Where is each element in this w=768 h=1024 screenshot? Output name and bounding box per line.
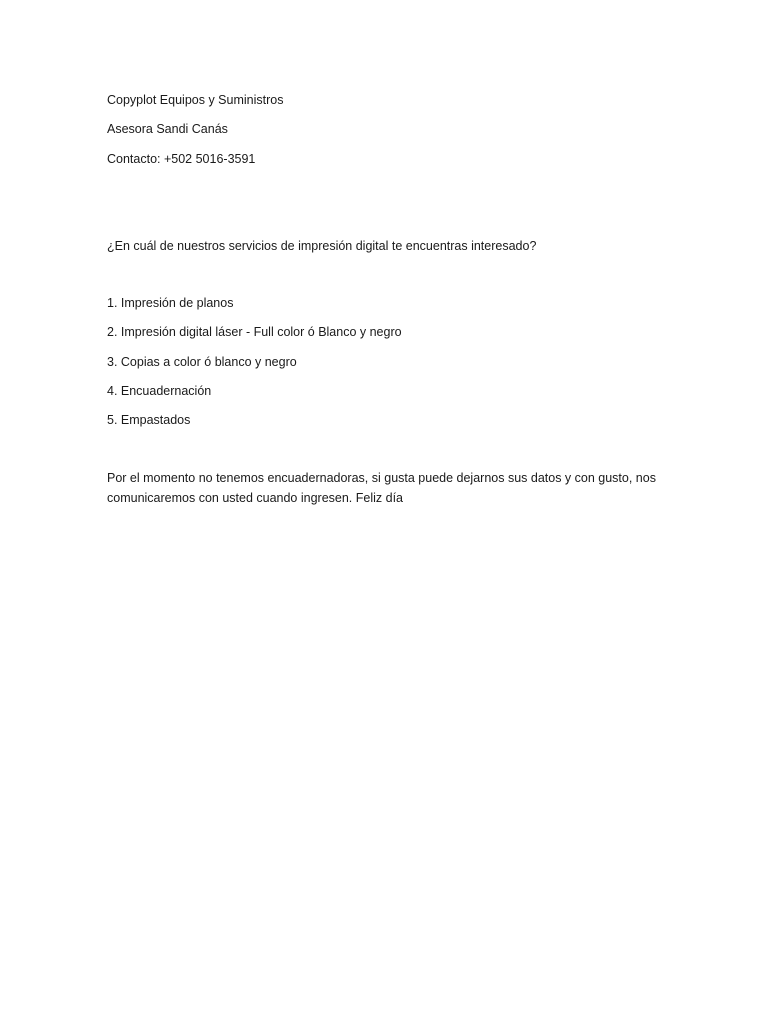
company-name: Copyplot Equipos y Suministros xyxy=(107,93,284,107)
closing-message: Por el momento no tenemos encuadernadoras, si gusta puede dejarnos sus datos y con gusto, nos comunicaremos con usted cuando ingresen. Feliz día xyxy=(107,471,656,505)
contact-line: Contacto: +502 5016-3591 xyxy=(107,152,256,166)
service-item-copias: 3. Copias a color ó blanco y negro xyxy=(107,355,297,369)
service-item-planos: 1. Impresión de planos xyxy=(107,296,234,310)
advisor-name: Asesora Sandi Canás xyxy=(107,122,228,136)
service-item-empastados: 5. Empastados xyxy=(107,413,191,427)
service-question: ¿En cuál de nuestros servicios de impresión digital te encuentras interesado? xyxy=(107,239,537,253)
service-item-encuadernacion: 4. Encuadernación xyxy=(107,384,212,398)
service-item-laser: 2. Impresión digital láser - Full color ó Blanco y negro xyxy=(107,325,402,339)
